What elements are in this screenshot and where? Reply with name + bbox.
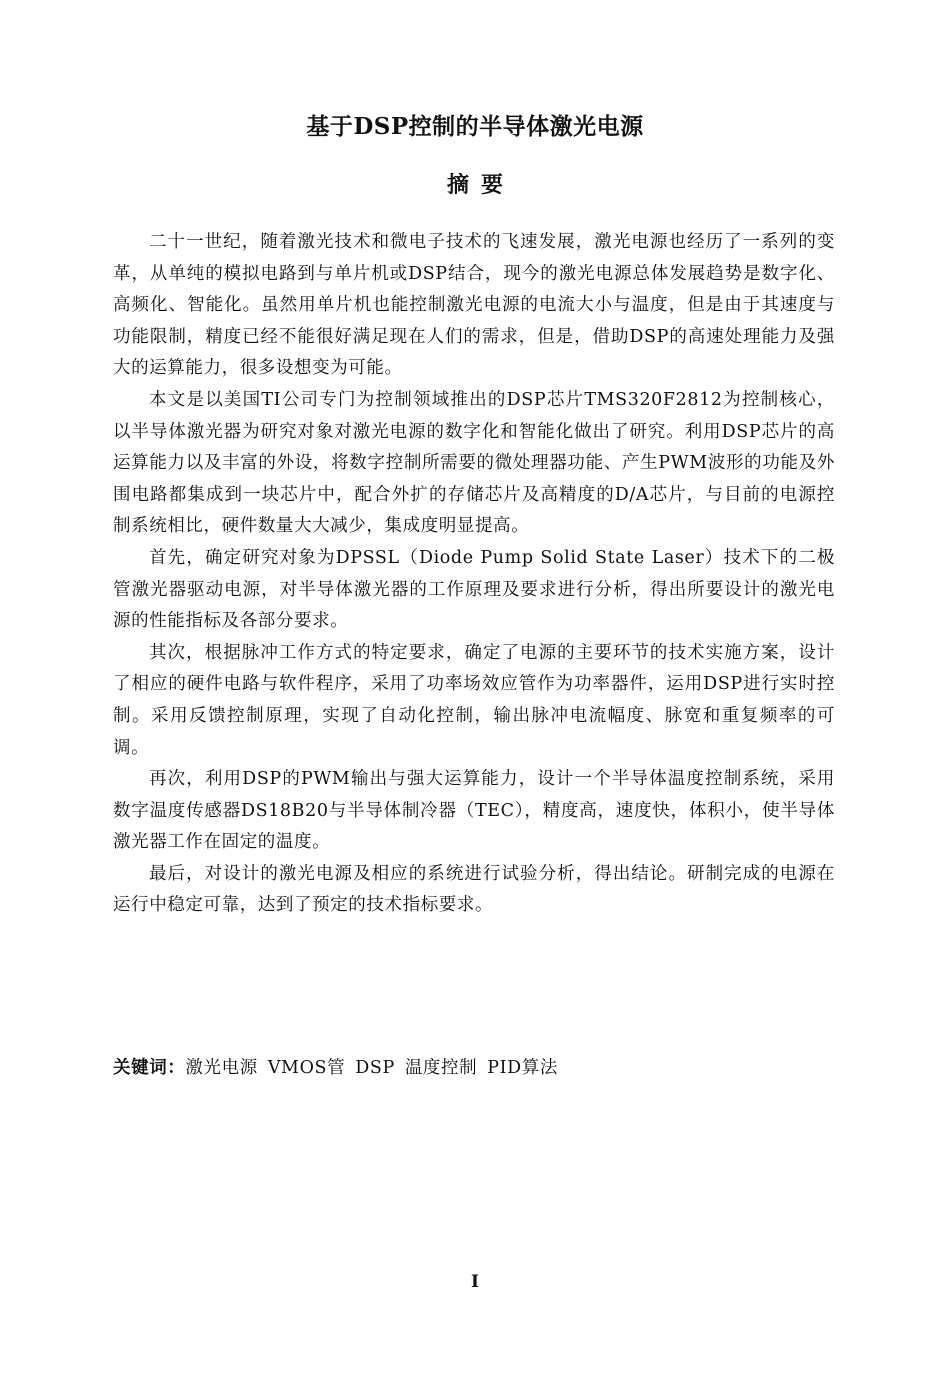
abstract-paragraph: 最后，对设计的激光电源及相应的系统进行试验分析，得出结论。研制完成的电源在运行中稳定可靠，达到了预定的技术指标要求。	[113, 863, 835, 916]
keyword: VMOS管	[267, 1058, 346, 1078]
keywords-label: 关键词：	[113, 1058, 186, 1078]
keywords-line	[113, 1053, 835, 1084]
abstract-paragraph: 本文是以美国TI公司专门为控制领域推出的DSP芯片TMS320F2812为控制核心，以半导体激光器为研究对象对激光电源的数字化和智能化做出了研究。利用DSP芯片的高运算能力以及丰富的外设，将数字控制所需要的微处理器功能、产生PWM波形的功能及外围电路都集成到一块芯片中，配合外扩的存储芯片及高精度的D/A芯片，与目前的电源控制系统相比，硬件数量大大减少，集成度明显提高。	[113, 389, 835, 537]
abstract-paragraph: 其次，根据脉冲工作方式的特定要求，确定了电源的主要环节的技术实施方案，设计了相应的硬件电路与软件程序，采用了功率场效应管作为功率器件，运用DSP进行实时控制。采用反馈控制原理，实现了自动化控制，输出脉冲电流幅度、脉宽和重复频率的可调。	[113, 642, 835, 758]
page-number: I	[471, 1272, 479, 1292]
keyword: DSP	[355, 1058, 395, 1078]
abstract-heading: 摘要	[446, 172, 515, 198]
abstract-paragraph: 首先，确定研究对象为DPSSL（Diode Pump Solid State Laser）技术下的二极管激光器驱动电源，对半导体激光器的工作原理及要求进行分析，得出所要设计的激光电源的性能指标及各部分要求。	[113, 547, 835, 632]
keyword: 温度控制	[404, 1058, 478, 1078]
abstract-paragraph: 二十一世纪，随着激光技术和微电子技术的飞速发展，激光电源也经历了一系列的变革，从单纯的模拟电路到与单片机或DSP结合，现今的激光电源总体发展趋势是数字化、高频化、智能化。虽然用单片机也能控制激光电源的电流大小与温度，但是由于其速度与功能限制，精度已经不能很好满足现在人们的需求，但是，借助DSP的高速处理能力及强大的运算能力，很多设想变为可能。	[113, 232, 835, 379]
paper-title: 基于DSP控制的半导体激光电源	[306, 113, 644, 140]
abstract-paragraph: 再次，利用DSP的PWM输出与强大运算能力，设计一个半导体温度控制系统，采用数字温度传感器DS18B20与半导体制冷器（TEC），精度高，速度快，体积小，使半导体激光器工作在固定的温度。	[113, 769, 835, 853]
abstract-body	[113, 227, 835, 922]
keyword: PID算法	[487, 1058, 558, 1078]
keyword: 激光电源	[185, 1058, 258, 1078]
